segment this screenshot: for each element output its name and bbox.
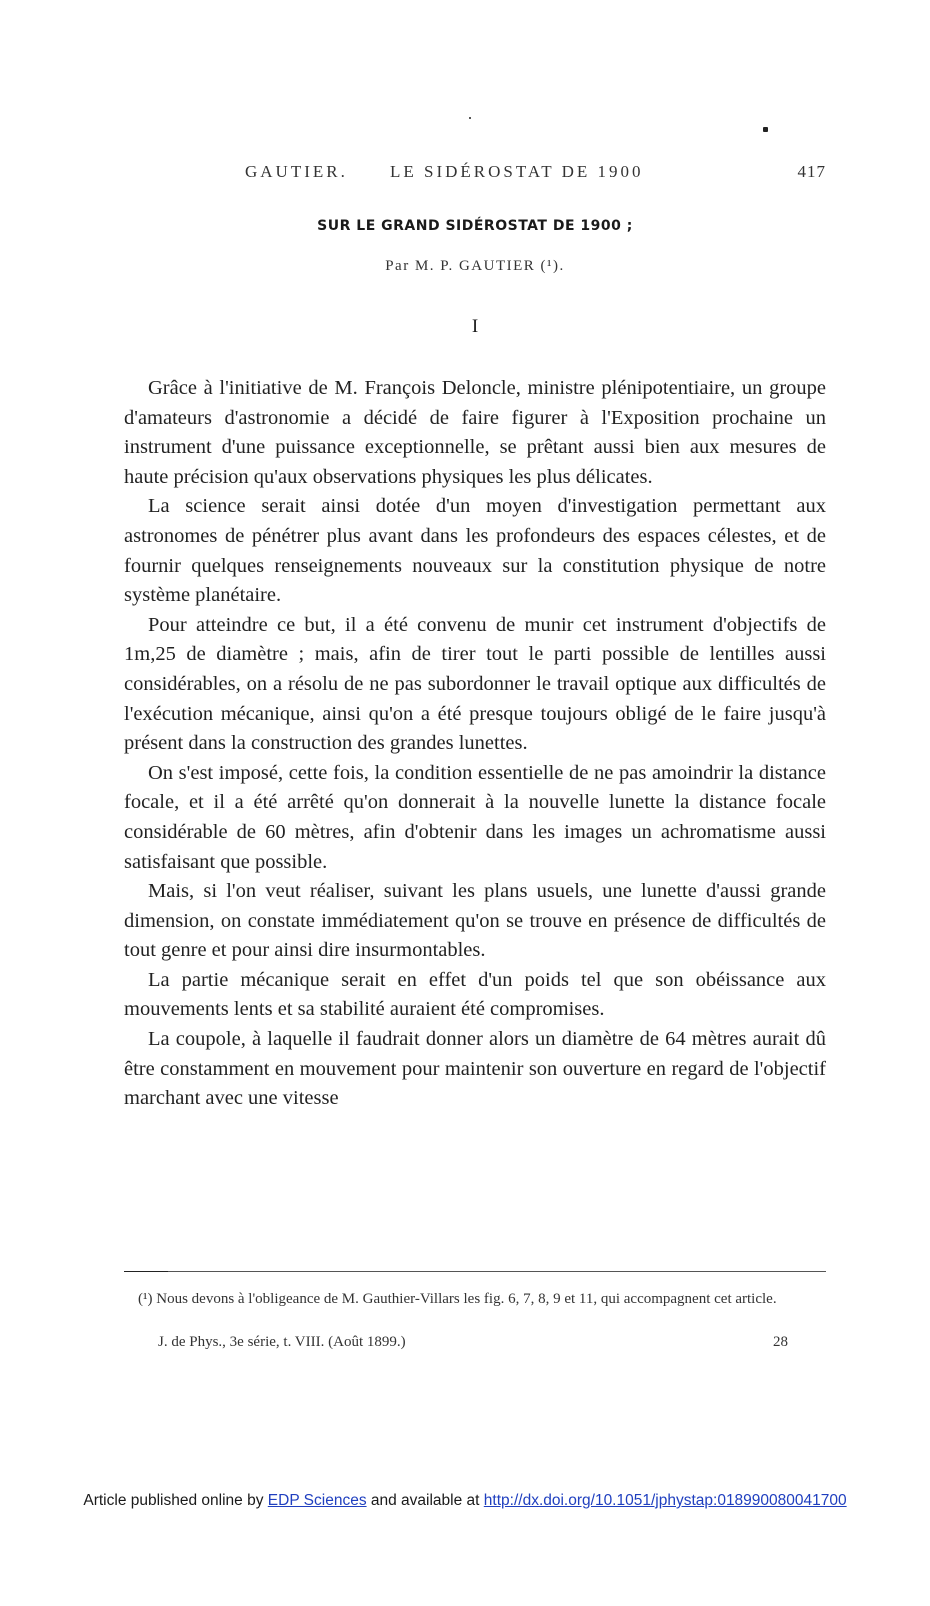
header-title: LE SIDÉROSTAT DE 1900	[390, 162, 644, 181]
body-paragraph: La coupole, à laquelle il faudrait donner alors un diamètre de 64 mètres aurait dû être constamment en mouvement pour maintenir son ouverture en regard de l'objectif marchant avec une vitesse	[124, 1028, 826, 1110]
footnote-rule	[124, 1271, 826, 1272]
speck-mark	[469, 117, 471, 119]
footnote-text: (¹) Nous devons à l'obligeance de M. Gauthier-Villars les fig. 6, 7, 8, 9 et 11, qui accompagnent cet article.	[138, 1291, 777, 1307]
body-paragraph: La science serait ainsi dotée d'un moyen d'investigation permettant aux astronomes de pénétrer plus avant dans les profondeurs des espaces célestes, et de fournir quelques renseignements nouveaux sur la constitution physique de notre système planétaire.	[124, 495, 826, 607]
body-paragraph: Pour atteindre ce but, il a été convenu de munir cet instrument d'objectifs de 1m,25 de diamètre ; mais, afin de tirer tout le parti possible de lentilles aussi considérables, on a résolu de ne pas subordonner le travail optique aux difficultés de l'exécution mécanique, ainsi qu'on a été presque toujours obligé de le faire jusqu'à présent dans la construction des grandes lunettes.	[124, 613, 826, 755]
section-numeral: I	[471, 316, 479, 337]
speck-mark	[763, 127, 768, 132]
journal-reference: J. de Phys., 3e série, t. VIII. (Août 1899.)	[158, 1334, 406, 1350]
header-author: GAUTIER.	[245, 162, 348, 181]
notice-middle: and available at	[370, 1492, 480, 1509]
body-paragraph: On s'est imposé, cette fois, la condition essentielle de ne pas amoindrir la distance focale, et il a été arrêté qu'on donnerait à la nouvelle lunette la distance focale considérable de 60 mètres, afin d'obtenir dans les images un achromatisme aussi satisfaisant que possible.	[124, 761, 826, 873]
article-title: SUR LE GRAND SIDÉROSTAT DE 1900 ;	[317, 218, 633, 234]
body-paragraph: La partie mécanique serait en effet d'un poids tel que son obéissance aux mouvements lents et sa stabilité auraient été compromises.	[124, 968, 826, 1021]
page-number: 417	[797, 162, 826, 181]
sheet-number: 28	[773, 1334, 788, 1350]
doi-link[interactable]: http://dx.doi.org/10.1051/jphystap:018990080041700	[483, 1492, 847, 1509]
footnote	[124, 1290, 826, 1308]
body-paragraph: Mais, si l'on veut réaliser, suivant les plans usuels, une lunette d'aussi grande dimension, on constate immédiatement qu'on se trouve en présence de difficultés de tout genre et pour ainsi dire insurmontables.	[124, 880, 826, 962]
journal-reference-line	[158, 1334, 788, 1356]
running-header	[124, 162, 826, 186]
body-paragraph: Grâce à l'initiative de M. François Deloncle, ministre plénipotentiaire, un groupe d'amateurs d'astronomie a décidé de faire figurer à l'Exposition prochaine un instrument d'une puissance exceptionnelle, se prêtant aussi bien aux mesures de haute précision qu'aux observations physiques les plus délicates.	[124, 377, 826, 488]
footnote-rule-accent	[124, 1271, 168, 1272]
publication-notice	[0, 1492, 930, 1510]
article-body	[124, 374, 826, 1114]
publisher-link[interactable]: EDP Sciences	[267, 1492, 367, 1509]
notice-prefix: Article published online by	[83, 1492, 264, 1509]
article-byline: Par M. P. GAUTIER (¹).	[385, 258, 565, 274]
